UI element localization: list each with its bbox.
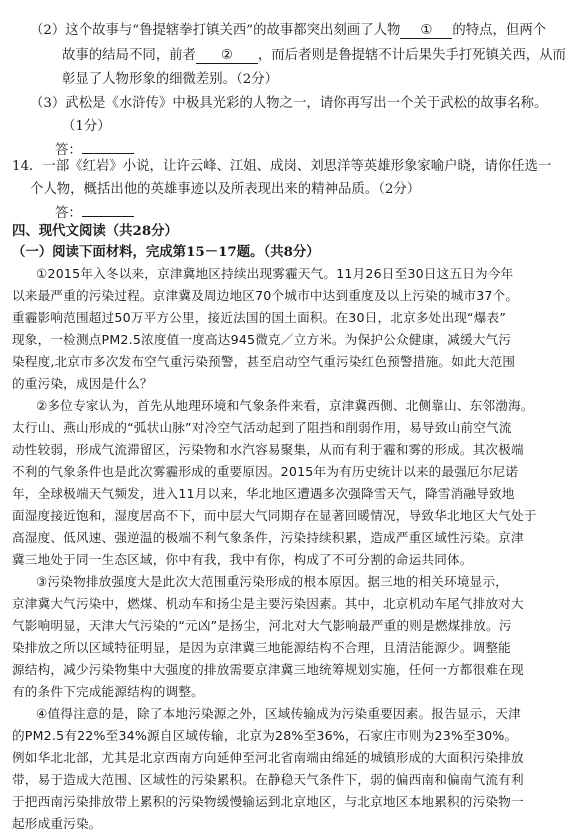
passage-line: 于把西南污染排放带上累积的污染物缓慢输运到北京地区，与北京地区本地累积的污染物一 [12, 794, 524, 809]
passage-line: ①2015年入冬以来，京津冀地区持续出现雾霾天气。11月26日至30日这五日为今年 [36, 266, 514, 281]
passage-line: 的PM2.5有22%至34%源自区域传输，北京为28%至36%，石家庄市则为23%至30%。 [12, 728, 518, 743]
passage-line: 不利的气象条件也是此次雾霾形成的重要原因。2015年为有历史统计以来的最强厄尔尼诺 [12, 464, 519, 479]
passage-line: 面湿度接近饱和，湿度居高不下，而中层大气同期存在显著回暖情况，导致华北地区大气处于 [12, 508, 537, 523]
passage-line: 染程度,北京市多次发布空气重污染预警，甚至启动空气重污染红色预警措施。如此大范围 [12, 354, 516, 369]
q13-3-line-2: （1分） [62, 119, 111, 134]
q13-2-line-2 [62, 47, 566, 65]
answer-blank-2: ② [196, 48, 258, 64]
answer-blank-1: ① [400, 23, 452, 39]
answer-label: 答： [55, 206, 82, 221]
section-title: 四、现代文阅读（共28分） [12, 223, 178, 239]
passage-line: 气影响明显，天津大气污染的“元凶”是扬尘，河北对大气影响最严重的则是燃煤排放。污 [12, 618, 512, 633]
q13-2-text-b: 的特点，但两个 [452, 23, 547, 38]
q14-line-2: 个人物，概括出他的英雄事迹以及所表现出来的精神品质。（2分） [30, 182, 421, 197]
passage-line: 带，易于造成大范围、区域性的污染累积。在静稳天气条件下，弱的偏西南和偏南气流有利 [12, 772, 524, 787]
q13-2-line-1 [30, 22, 546, 40]
q13-3-answer [55, 139, 134, 160]
answer-label: 答： [55, 143, 82, 158]
passage-line: 例如华北北部，尤其是北京西南方向延伸至河北省南端由绵延的城镇形成的大面积污染排放 [12, 750, 524, 765]
q14-answer [55, 202, 134, 223]
q14-line-1: 14．一部《红岩》小说，让许云峰、江姐、成岗、刘思洋等英雄形象家喻户晓，请你任选一 [12, 159, 552, 174]
q13-2-text-a: （2）这个故事与“鲁提辖拳打镇关西”的故事都突出刻画了人物 [30, 23, 401, 38]
answer-line [82, 139, 134, 154]
passage-line: 太行山、燕山形成的“弧状山脉”对冷空气活动起到了阻挡和削弱作用，易导致山前空气流 [12, 420, 512, 435]
answer-line [82, 202, 134, 217]
passage-line: 源结构，减少污染物集中大强度的排放需要京津冀三地统筹规划实施，任何一方都很难在现 [12, 662, 524, 677]
passage-line: 的重污染，成因是什么？ [12, 376, 153, 391]
passage-line: 动性较弱，形成气流滞留区，污染物和水汽容易聚集，从而有利于霾和雾的形成。其次极端 [12, 442, 524, 457]
passage-line: 染排放之所以区域特征明显，是因为京津冀三地能源结构不合理，且清洁能源少。调整能 [12, 640, 511, 655]
q13-2-text-d: ，而后者则是鲁提辖不计后果失手打死镇关西，从而 [257, 48, 566, 63]
passage-line: 高湿度、低风速、强逆温的极端不利气象条件，污染持续积累，造成严重区域性污染。京津 [12, 530, 524, 545]
passage-line: ③污染物排放强度大是此次大范围重污染形成的根本原因。据三地的相关环境显示， [36, 574, 509, 589]
q13-3-line-1: （3）武松是《水浒传》中极具光彩的人物之一，请你再写出一个关于武松的故事名称。 [30, 96, 548, 111]
passage-line: 以来最严重的污染过程。京津冀及周边地区70个城市中达到重度及以上污染的城市37个。 [12, 288, 519, 303]
passage-line: ②多位专家认为，首先从地理环境和气象条件来看，京津冀西侧、北侧靠山、东邻渤海。 [36, 398, 534, 413]
passage-line: 现象，一检测点PM2.5浓度值一度高达945微克／立方米。为保护公众健康，减缓大气污 [12, 332, 512, 347]
passage-line: 京津冀大气污染中，燃煤、机动车和扬尘是主要污染因素。其中，北京机动车尾气排放对大 [12, 596, 524, 611]
q13-2-text-c: 故事的结局不同，前者 [62, 48, 196, 63]
passage-line: 年，全球极端天气频发，进入11月以来，华北地区遭遇多次强降雪天气，降雪消融导致地 [12, 486, 515, 501]
passage-line: 重霾影响范围超过50万平方公里，接近法国的国土面积。在30日，北京多处出现“爆表” [12, 310, 507, 325]
section-subtitle: （一）阅读下面材料，完成第15－17题。（共8分） [12, 244, 320, 260]
q13-2-line-3: 彰显了人物形象的细微差别。（2分） [62, 72, 279, 87]
passage-line: 有的条件下完成能源结构的调整。 [12, 684, 204, 699]
passage-line: 冀三地处于同一生态区域，你中有我，我中有你，构成了不可分割的命运共同体。 [12, 552, 473, 567]
passage-line: 起形成重污染。 [12, 816, 102, 831]
passage-line: ④值得注意的是，除了本地污染源之外，区域传输成为污染重要因素。报告显示，天津 [36, 706, 521, 721]
